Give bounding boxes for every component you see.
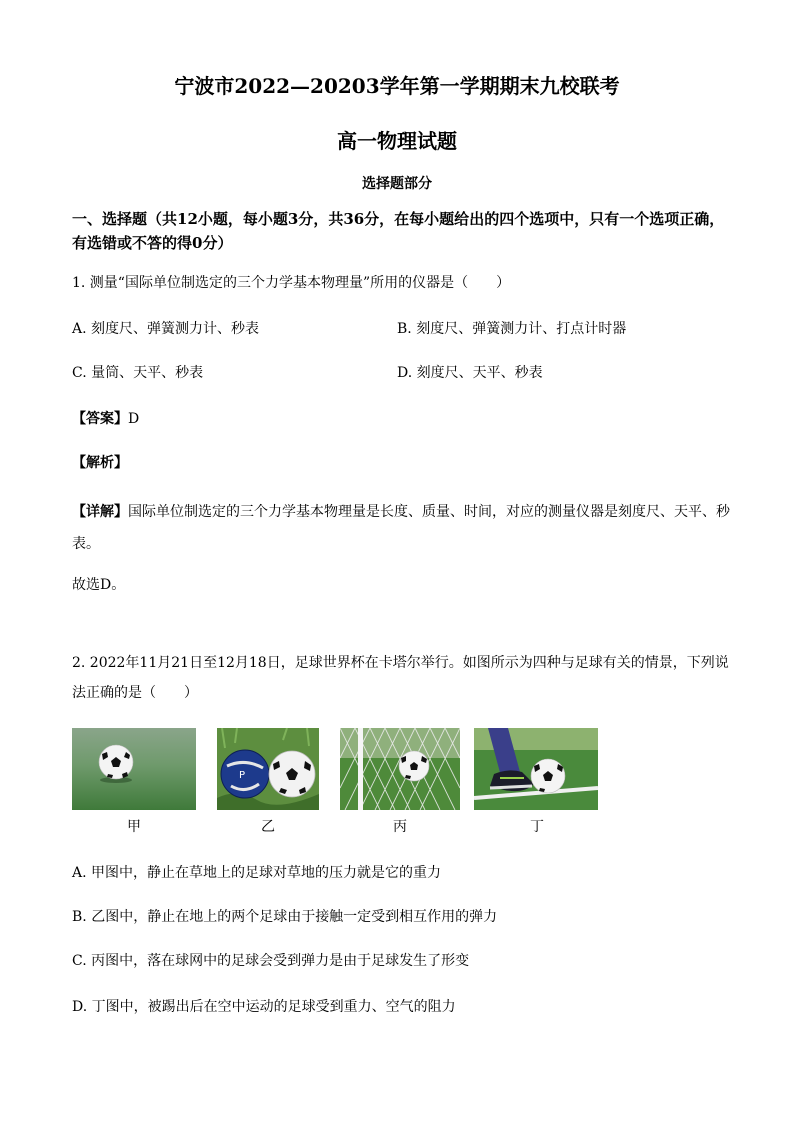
question-2-option-b: B. 乙图中，静止在地上的两个足球由于接触一定受到相互作用的弹力 (72, 909, 498, 925)
question-1-conclusion: 故选D。 (72, 577, 126, 593)
question-2-option-c: C. 丙图中，落在球网中的足球会受到弹力是由于足球发生了形变 (72, 953, 470, 969)
caption-jia: 甲 (127, 819, 141, 835)
answer-value: D (128, 411, 140, 427)
question-1-option-b: B. 刻度尺、弹簧测力计、打点计时器 (397, 321, 627, 337)
question-2-option-d: D. 丁图中，被踢出后在空中运动的足球受到重力、空气的阻力 (72, 999, 456, 1015)
section-heading: 一、选择题（共12小题，每小题3分，共36分，在每小题给出的四个选项中，只有一个选项正确，有选错或不答的得0分） (72, 210, 725, 252)
figure-ding-kicking-ball (474, 728, 598, 810)
question-2-stem: 2. 2022年11月21日至12月18日，足球世界杯在卡塔尔举行。如图所示为四种与足球有关的情景，下列说法正确的是（ ） (72, 655, 729, 701)
caption-bing: 丙 (393, 819, 407, 835)
detail-label: 【详解】 (72, 504, 128, 520)
detail-text: 国际单位制选定的三个力学基本物理量是长度、质量、时间，对应的测量仪器是刻度尺、天平、秒表。 (72, 504, 730, 552)
question-1-answer (72, 408, 139, 428)
figure-yi-two-balls (217, 728, 319, 810)
analysis-label: 【解析】 (72, 455, 128, 471)
svg-text:P: P (239, 770, 246, 781)
question-1-option-c: C. 量筒、天平、秒表 (72, 365, 204, 381)
caption-ding: 丁 (530, 819, 544, 835)
answer-label: 【答案】 (72, 411, 128, 427)
caption-yi: 乙 (261, 819, 275, 835)
question-1-option-d: D. 刻度尺、天平、秒表 (397, 365, 543, 381)
question-1-option-a: A. 刻度尺、弹簧测力计、秒表 (72, 321, 260, 337)
part-heading: 选择题部分 (362, 176, 432, 192)
question-2-option-a: A. 甲图中，静止在草地上的足球对草地的压力就是它的重力 (72, 865, 442, 881)
exam-subtitle: 高一物理试题 (337, 129, 457, 153)
figure-bing-ball-in-net (340, 728, 460, 810)
question-1-stem: 1. 测量“国际单位制选定的三个力学基本物理量”所用的仪器是（ ） (72, 275, 511, 291)
exam-title: 宁波市2022—20203学年第一学期期末九校联考 (174, 74, 620, 98)
question-1-detail (72, 496, 732, 560)
figure-jia-ball-on-grass (72, 728, 196, 810)
